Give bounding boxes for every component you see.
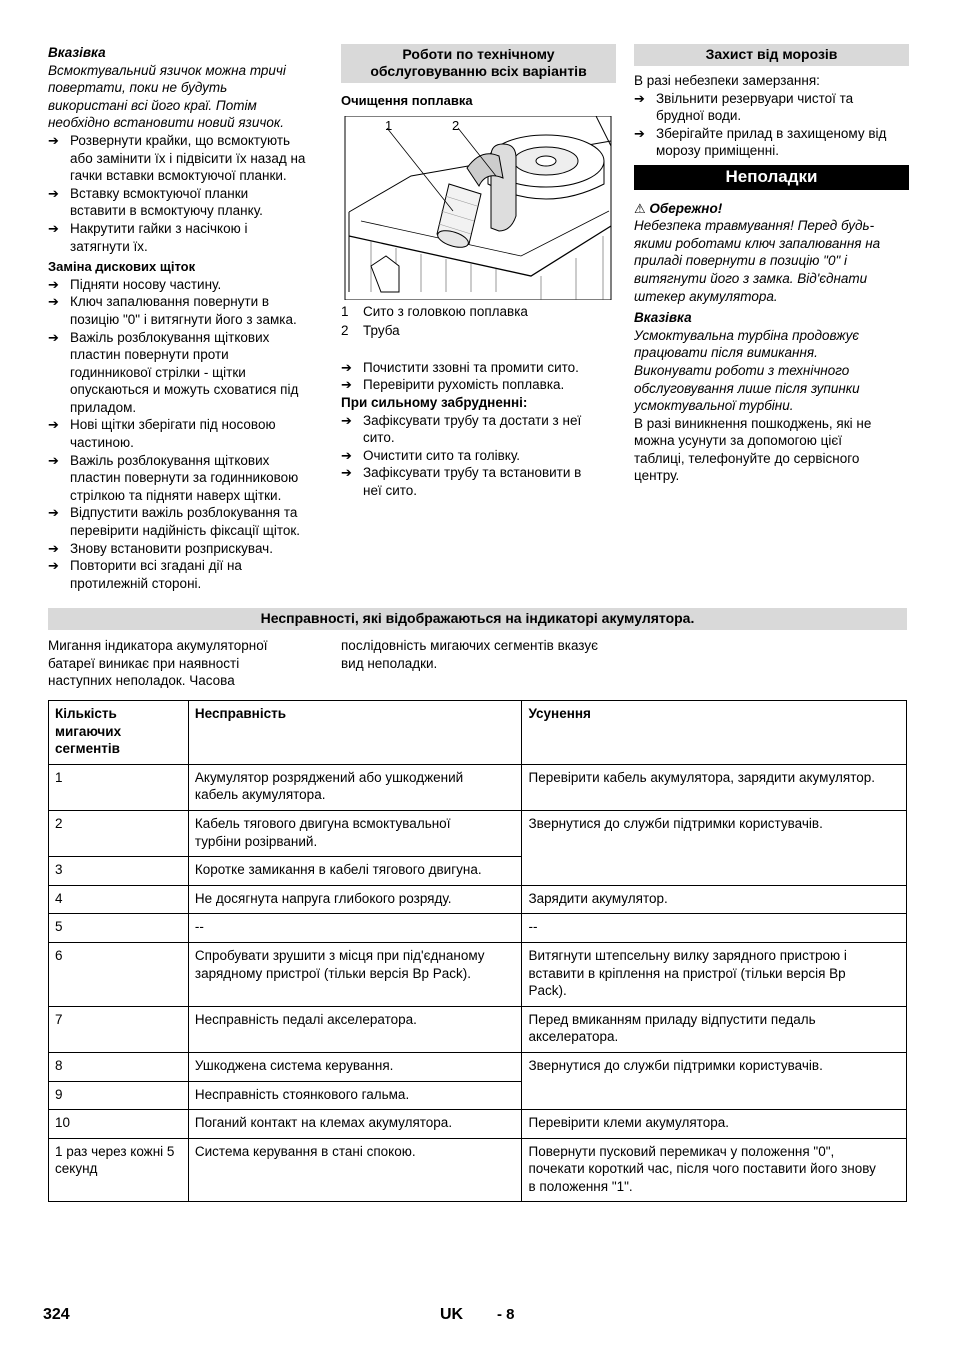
note-title: Вказівка	[48, 45, 106, 60]
section-header-frost: Захист від морозів	[634, 44, 909, 66]
section-title-brushes: Заміна дискових щіток	[48, 259, 196, 275]
remedy-cell: Перевірити клеми акумулятора.	[522, 1110, 907, 1139]
segment-count-cell: 6	[49, 942, 189, 1006]
section-header-battery-faults: Несправності, які відображаються на індикаторі акумулятора.	[48, 608, 907, 630]
step-item: ➔ Важіль розблокування щіткових пластин повернути проти годинникової стрілки - щітки опускаються и можуть сховатися під приладом.	[48, 329, 323, 417]
table-row	[49, 810, 907, 856]
battery-intro-right: послідовність мигаючих сегментів вказує вид неполадки.	[341, 638, 598, 671]
float-figure	[341, 116, 616, 300]
segment-count-cell: 7	[49, 1006, 189, 1052]
section-header-maintenance: Роботи по технічному обслуговуванню всіх варіантів	[341, 44, 616, 83]
remedy-cell: Повернути пусковий перемикач у положення "0", почекати короткий час, після чого поставити його знову в положення "1".	[522, 1138, 907, 1202]
step-item: ➔ Зберігайте прилад в захищеному від морозу приміщенні.	[634, 125, 909, 160]
fault-cell: Несправність стоянкового гальма.	[188, 1081, 522, 1110]
sub-page-number: - 8	[497, 1306, 515, 1323]
segment-count-cell: 9	[49, 1081, 189, 1110]
section-header-faults: Неполадки	[634, 165, 909, 190]
segment-count-cell: 5	[49, 914, 189, 943]
table-row	[49, 1138, 907, 1202]
remedy-cell: Звернутися до служби підтримки користувачів.	[522, 1052, 907, 1109]
float-illustration	[341, 116, 616, 300]
section-title-float: Очищення поплавка	[341, 93, 473, 108]
step-item: ➔ Почистити ззовні та промити сито.	[341, 359, 616, 377]
remedy-cell: Перевірити кабель акумулятора, зарядити акумулятор.	[522, 764, 907, 810]
table-row	[49, 942, 907, 1006]
step-item: ➔ Важіль розблокування щіткових пластин повернути за годинниковою стрілкою та підняти наверх щітки.	[48, 452, 323, 505]
table-row	[49, 885, 907, 914]
segment-count-cell: 10	[49, 1110, 189, 1139]
column-header: Кількість мигаючих сегментів	[49, 701, 189, 765]
fault-cell: Акумулятор розряджений або ушкоджений кабель акумулятора.	[188, 764, 522, 810]
frost-intro: В разі небезпеки замерзання:	[634, 73, 820, 88]
step-item: ➔ Знову встановити розприскувач.	[48, 540, 323, 558]
service-text: В разі виникнення пошкоджень, які не можна усунути за допомогою цієї таблиці, телефонуйте до сервісного центру.	[634, 415, 872, 484]
remedy-cell: --	[522, 914, 907, 943]
figure-label-1: 1	[385, 117, 393, 133]
battery-faults-table	[48, 700, 907, 1202]
step-item: ➔ Відпустити важіль розблокування та перевірити надійність фіксації щіток.	[48, 504, 323, 539]
step-item: ➔ Звільнити резервуари чистої та брудної води.	[634, 90, 909, 125]
note-text: Всмоктувальний язичок можна тричі повертати, поки не будуть використані всі його краї. Потім необхідно встановити новий язичок.	[48, 62, 286, 131]
fault-cell: Спробувати зрушити з місця при під'єднаному зарядному пристрої (тільки версія Bp Pack).	[188, 942, 522, 1006]
step-item: ➔ Накрутити гайки з насічкою і затягнути їх.	[48, 220, 323, 255]
fault-cell: Кабель тягового двигуна всмоктувальної турбіни розірваний.	[188, 810, 522, 856]
step-item: ➔ Ключ запалювання повернути в позицію "0" і витягнути його з замка.	[48, 293, 323, 328]
left-column	[48, 44, 323, 592]
segment-count-cell: 2	[49, 810, 189, 856]
table-row	[49, 1052, 907, 1081]
fault-cell: Система керування в стані спокою.	[188, 1138, 522, 1202]
step-item: ➔ Перевірити рухомість поплавка.	[341, 376, 616, 394]
fault-cell: Коротке замикання в кабелі тягового двигуна.	[188, 857, 522, 886]
steps-list	[341, 359, 616, 394]
figure-legend	[341, 303, 616, 340]
table-row	[49, 1110, 907, 1139]
table-row	[49, 1006, 907, 1052]
fault-cell: Не досягнута напруга глибокого розряду.	[188, 885, 522, 914]
fault-cell: Ушкоджена система керування.	[188, 1052, 522, 1081]
segment-count-cell: 1 раз через кожні 5 секунд	[49, 1138, 189, 1202]
steps-list	[48, 132, 323, 255]
segment-count-cell: 3	[49, 857, 189, 886]
table-header-row	[49, 701, 907, 765]
note-title: Вказівка	[634, 310, 692, 326]
steps-list	[341, 412, 616, 500]
middle-column	[341, 44, 616, 500]
step-item: ➔ Очистити сито та голівку.	[341, 447, 616, 465]
segment-count-cell: 8	[49, 1052, 189, 1081]
heavy-dirt-title: При сильному забрудненні:	[341, 394, 528, 410]
legend-item: 2 Труба	[341, 323, 400, 339]
segment-count-cell: 4	[49, 885, 189, 914]
fault-cell: Несправність педалі акселератора.	[188, 1006, 522, 1052]
step-item: ➔ Підняти носову частину.	[48, 276, 323, 294]
step-item: ➔ Повторити всі згадані дії на протилежній стороні.	[48, 557, 323, 592]
page-number: 324	[43, 1306, 70, 1323]
steps-list	[634, 90, 909, 160]
note-text: Усмоктувальна турбіна продовжує працювати після вимикання. Виконувати роботи з технічного обслуговування лише після зупинки усмоктувальної турбіни.	[634, 327, 860, 414]
step-item: ➔ Розвернути крайки, що всмоктують або замінити їх і підвісити їх назад на гачки вставки всмоктуючої планки.	[48, 132, 323, 185]
step-item: ➔ Зафіксувати трубу та достати з неї сито.	[341, 412, 616, 447]
step-item: ➔ Вставку всмоктуючої планки вставити в всмоктуючу планку.	[48, 185, 323, 220]
legend-item: 1 Сито з головкою поплавка	[341, 303, 528, 319]
figure-label-2: 2	[452, 117, 460, 133]
battery-intro-left: Мигання індикатора акумуляторної батареї виникає при наявності наступних неполадок. Часова	[48, 638, 268, 689]
right-column	[634, 44, 909, 485]
steps-list	[48, 276, 323, 593]
language-code: UK	[440, 1306, 464, 1323]
remedy-cell: Зарядити акумулятор.	[522, 885, 907, 914]
remedy-cell: Витягнути штепсельну вилку зарядного пристрою і вставити в кріплення на пристрої (тільки версія Bp Pack).	[522, 942, 907, 1006]
column-header: Несправність	[188, 701, 522, 765]
table-row	[49, 914, 907, 943]
remedy-cell: Звернутися до служби підтримки користувачів.	[522, 810, 907, 885]
step-item: ➔ Зафіксувати трубу та встановити в неї сито.	[341, 464, 616, 499]
fault-cell: Поганий контакт на клемах акумулятора.	[188, 1110, 522, 1139]
step-item: ➔ Нові щітки зберігати під носовою частиною.	[48, 416, 323, 451]
caution-title: ⚠ Обережно!	[634, 200, 723, 216]
segment-count-cell: 1	[49, 764, 189, 810]
table-row	[49, 764, 907, 810]
fault-cell: --	[188, 914, 522, 943]
warning-triangle-icon: ⚠	[634, 200, 646, 216]
caution-text: Небезпека травмування! Перед будь- якими роботами ключ запалювання на приладі повернути в позицію "0" і витягнути його з замка. Від'єднати штекер акумулятора.	[634, 218, 881, 304]
remedy-cell: Перед вмиканням приладу відпустити педаль акселератора.	[522, 1006, 907, 1052]
column-header: Усунення	[522, 701, 907, 765]
